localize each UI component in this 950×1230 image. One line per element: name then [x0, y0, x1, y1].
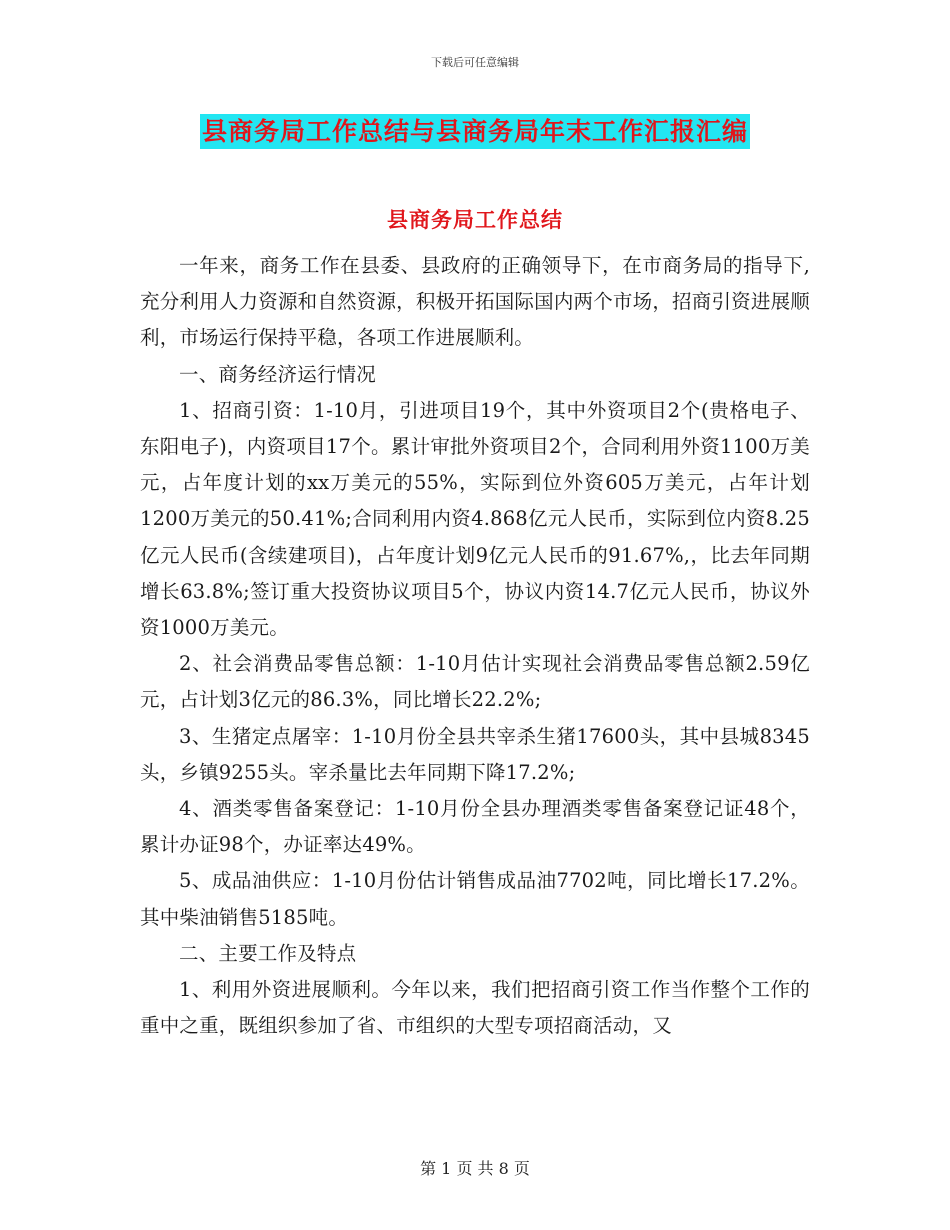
heading-section-1: 一、商务经济运行情况	[179, 362, 377, 386]
paragraph-retail-sales: 2、社会消费品零售总额：1-10月估计实现社会消费品零售总额2.59亿元，占计划3亿元的86.3%，同比增长22.2%;	[140, 652, 810, 712]
paragraph-fuel: 5、成品油供应：1-10月份估计销售成品油7702吨，同比增长17.2%。其中柴油销售5185吨。	[140, 869, 810, 929]
paragraph-slaughter: 3、生猪定点屠宰：1-10月份全县共宰杀生猪17600头，其中县城8345头，乡镇9255头。宰杀量比去年同期下降17.2%;	[140, 724, 810, 784]
paragraph-investment: 1、招商引资：1-10月，引进项目19个，其中外资项目2个(贵格电子、东阳电子)，内资项目17个。累计审批外资项目2个，合同利用外资1100万美元，占年度计划的xx万美元的55%，实际到位外资605万美元，占年计划1200万美元的50.41%;合同利用内资4.868亿元人民币，实际到位内资8.25亿元人民币(含续建项目)，占年度计划9亿元人民币的91.67%,，比去年同期增长63.8%;签订重大投资协议项目5个，协议内资14.7亿元人民币，协议外资1000万美元。	[140, 398, 810, 640]
header-note: 下载后可任意编辑	[431, 56, 519, 69]
body-text	[140, 248, 810, 1044]
document-title-text: 县商务局工作总结与县商务局年末工作汇报汇编	[200, 114, 750, 149]
paragraph-liquor: 4、酒类零售备案登记：1-10月份全县办理酒类零售备案登记证48个，累计办证98个，办证率达49%。	[140, 797, 811, 857]
paragraph-foreign-investment: 1、利用外资进展顺利。今年以来，我们把招商引资工作当作整个工作的重中之重，既组织参加了省、市组织的大型专项招商活动，又	[140, 978, 810, 1038]
page-footer: 第 1 页 共 8 页	[420, 1159, 530, 1178]
document-title	[0, 112, 950, 148]
heading-section-2: 二、主要工作及特点	[179, 941, 357, 965]
section-title: 县商务局工作总结	[387, 208, 563, 232]
paragraph-intro: 一年来，商务工作在县委、县政府的正确领导下，在市商务局的指导下,充分利用人力资源和自然资源，积极开拓国际国内两个市场，招商引资进展顺利，市场运行保持平稳，各项工作进展顺利。	[140, 254, 810, 350]
